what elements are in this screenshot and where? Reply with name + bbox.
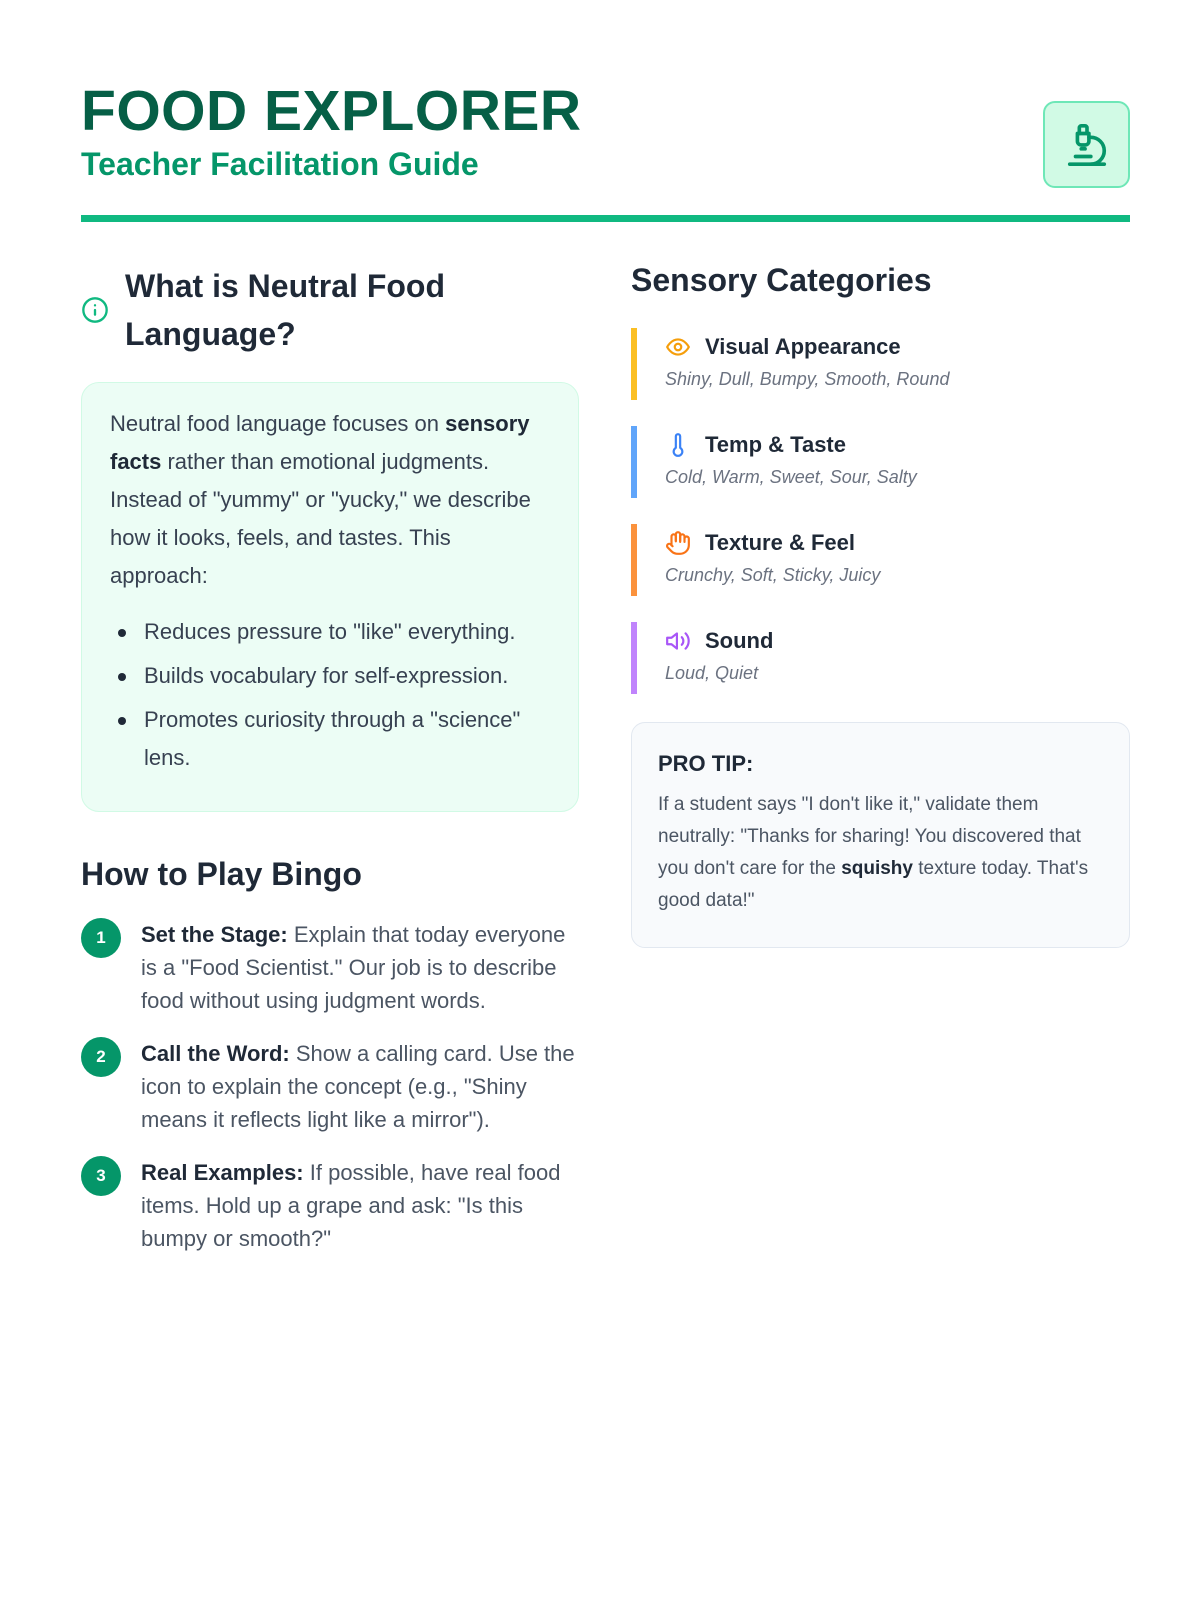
how-to-play-heading: How to Play Bingo [81, 856, 362, 892]
speaker-icon [665, 628, 691, 654]
neutral-language-intro [110, 405, 552, 595]
category-words: Cold, Warm, Sweet, Sour, Salty [665, 467, 917, 487]
thermometer-icon [665, 432, 691, 458]
guide-page [81, 0, 1130, 1600]
category-name: Texture & Feel [705, 530, 855, 555]
sensory-categories-heading: Sensory Categories [631, 262, 932, 298]
tip-text-end: texture today. That's good data!" [658, 858, 1089, 911]
step-description: Show a calling card. Use the icon to explain the concept (e.g., "Shiny means it reflects light like a mirror"). [141, 1041, 575, 1132]
category-name: Visual Appearance [705, 334, 901, 359]
intro-text-start: Neutral food language focuses on [110, 411, 446, 436]
category-sound [631, 622, 1130, 694]
step-item [81, 1037, 579, 1136]
page-subtitle: Teacher Facilitation Guide [81, 146, 479, 182]
step-item [81, 918, 579, 1017]
tip-text-start: If a student says "I don't like it," validate them neutrally: "Thanks for sharing! You discovered that you don't care for the [658, 794, 1081, 879]
eye-icon [665, 334, 691, 360]
intro-text-end: rather than emotional judgments. Instead of "yummy" or "yucky," we describe how it looks, feels, and tastes. This approach: [110, 449, 531, 588]
step-number: 3 [81, 1156, 121, 1196]
intro-text-bold: sensory facts [110, 411, 530, 474]
step-description: Explain that today everyone is a "Food Scientist." Our job is to describe food without using judgment words. [141, 922, 566, 1013]
neutral-language-box [81, 382, 579, 812]
tip-text-bold: squishy [841, 858, 913, 879]
step-text [141, 918, 579, 1017]
category-words: Crunchy, Soft, Sticky, Juicy [665, 565, 881, 585]
category-list [631, 328, 1130, 694]
category-texture [631, 524, 1130, 596]
step-label: Real Examples: [141, 1160, 304, 1185]
pro-tip-text [658, 789, 1103, 917]
category-visual [631, 328, 1130, 400]
pro-tip-box [631, 722, 1130, 948]
microscope-badge [1043, 101, 1130, 188]
hand-icon [665, 530, 691, 556]
page-title: FOOD EXPLORER [81, 79, 582, 143]
list-item: Builds vocabulary for self-expression. [110, 657, 552, 695]
category-name: Temp & Taste [705, 432, 846, 457]
benefits-list [110, 613, 552, 777]
steps-list [81, 918, 579, 1255]
step-item [81, 1156, 579, 1255]
list-item: Promotes curiosity through a "science" lens. [110, 701, 552, 777]
category-temp-taste [631, 426, 1130, 498]
category-words: Shiny, Dull, Bumpy, Smooth, Round [665, 369, 950, 389]
left-column [81, 262, 579, 1275]
page-header [81, 78, 1130, 222]
step-text [141, 1037, 579, 1136]
info-icon [81, 296, 109, 324]
step-text [141, 1156, 579, 1255]
pro-tip-title: PRO TIP: [658, 751, 754, 776]
step-label: Call the Word: [141, 1041, 290, 1066]
neutral-language-heading: What is Neutral Food Language? [125, 268, 445, 352]
right-column [631, 262, 1130, 948]
step-number: 2 [81, 1037, 121, 1077]
category-name: Sound [705, 628, 774, 653]
list-item: Reduces pressure to "like" everything. [110, 613, 552, 651]
step-label: Set the Stage: [141, 922, 288, 947]
step-number: 1 [81, 918, 121, 958]
category-words: Loud, Quiet [665, 663, 759, 683]
step-description: If possible, have real food items. Hold up a grape and ask: "Is this bumpy or smooth?" [141, 1160, 561, 1251]
neutral-language-header [81, 262, 579, 358]
microscope-icon [1064, 122, 1110, 168]
